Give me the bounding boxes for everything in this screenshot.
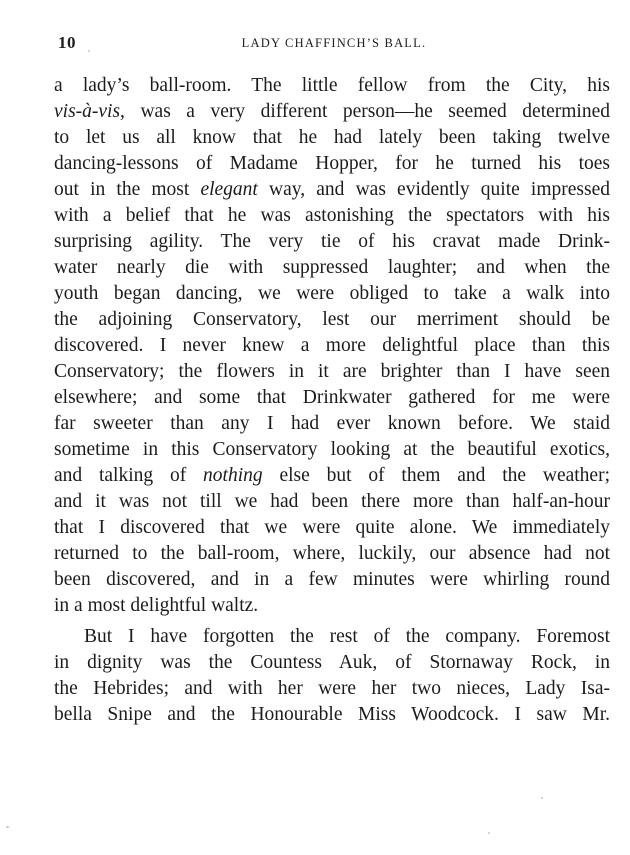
- paper-speck: [88, 50, 90, 52]
- text-line: water nearly die with suppressed laughter; and when the: [54, 257, 610, 278]
- line-text: was a very different person—he seemed determined: [140, 101, 610, 122]
- paper-speck: [541, 797, 543, 799]
- text-line: in a most delightful waltz.: [54, 595, 259, 616]
- line-text: else but of them and the weather;: [279, 465, 611, 486]
- body-text: [54, 73, 610, 728]
- italic-phrase: vis-à-vis,: [54, 101, 125, 122]
- text-line: youth began dancing, we were obliged to take a walk into: [54, 283, 610, 304]
- page-header: [58, 33, 610, 57]
- text-line: the Hebrides; and with her were her two nieces, Lady Isa-: [54, 678, 610, 699]
- paragraph-1: [54, 73, 610, 619]
- text-line: with a belief that he was astonishing the spectators with his: [54, 205, 610, 226]
- text-line: elsewhere; and some that Drinkwater gathered for me were: [54, 387, 610, 408]
- text-line: the adjoining Conservatory, lest our merriment should be: [54, 309, 610, 330]
- text-line: sometime in this Conservatory looking at the beautiful exotics,: [54, 439, 610, 460]
- text-line: far sweeter than any I had ever known before. We staid: [54, 413, 610, 434]
- line-text: out in the most: [54, 179, 190, 200]
- text-line: [54, 177, 610, 203]
- paragraph-2: [54, 624, 610, 728]
- text-line: returned to the ball-room, where, luckily, our absence had not: [54, 543, 610, 564]
- italic-word: elegant: [200, 179, 258, 200]
- text-line: [54, 463, 610, 489]
- line-text: way, and was evidently quite impressed: [269, 179, 610, 200]
- text-line: surprising agility. The very tie of his cravat made Drink-: [54, 231, 610, 252]
- text-line: to let us all know that he had lately been taking twelve: [54, 127, 610, 148]
- line-text: and talking of: [54, 465, 187, 486]
- text-line: and it was not till we had been there more than half-an-hour: [54, 491, 610, 512]
- text-line: [54, 99, 610, 125]
- running-title: LADY CHAFFINCH’S BALL.: [241, 36, 427, 50]
- italic-word: nothing: [203, 465, 263, 486]
- text-line: that I discovered that we were quite alone. We immediately: [54, 517, 610, 538]
- text-line: in dignity was the Countess Auk, of Stornaway Rock, in: [54, 652, 610, 673]
- text-line: discovered. I never knew a more delightful place than this: [54, 335, 610, 356]
- text-line: been discovered, and in a few minutes were whirling round: [54, 569, 610, 590]
- text-line: a lady’s ball-room. The little fellow from the City, his: [54, 75, 610, 96]
- page-number: 10: [58, 33, 76, 52]
- paper-speck: [6, 826, 9, 828]
- paper-speck: [488, 832, 490, 834]
- text-line: Conservatory; the flowers in it are brighter than I have seen: [54, 361, 610, 382]
- text-line: bella Snipe and the Honourable Miss Woodcock. I saw Mr.: [54, 704, 610, 725]
- text-line: dancing-lessons of Madame Hopper, for he turned his toes: [54, 153, 610, 174]
- text-line: But I have forgotten the rest of the company. Foremost: [84, 626, 610, 647]
